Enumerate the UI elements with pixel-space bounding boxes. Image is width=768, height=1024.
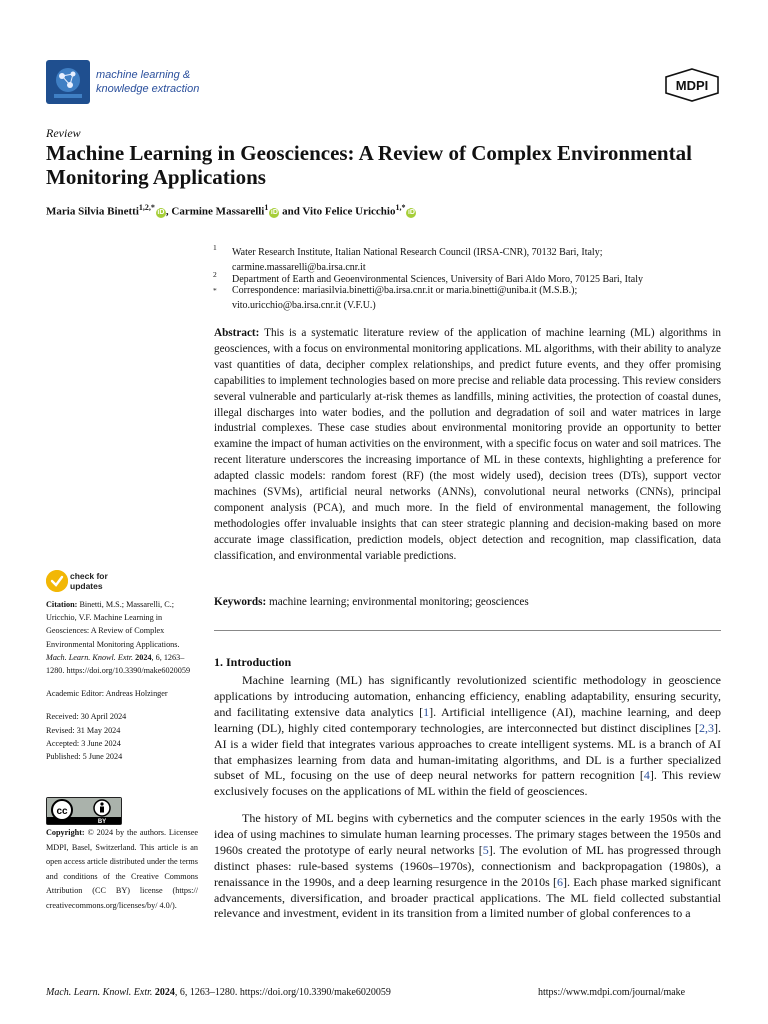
journal-logo (46, 60, 90, 104)
by-label: BY (97, 819, 107, 824)
academic-editor: Academic Editor: Andreas Holzinger (46, 689, 168, 699)
author-affiliation-marker: 1,* (395, 203, 406, 212)
check-updates-label (70, 571, 108, 591)
article-type: Review (46, 126, 81, 140)
affiliation-1 (232, 245, 732, 275)
affiliation-line: Department of Earth and Geoenvironmental Sciences, University of Bari Aldo Moro, 70125 Bari, Italy (232, 274, 644, 285)
author-separator: and (279, 205, 303, 218)
footer-citation (46, 987, 391, 998)
keywords (214, 595, 721, 610)
paragraph-text: ]. AI is a wider field that integrates various approaches to create intelligent systems. ML is a branch of AI that emphasizes learning from data and human-imitating algorithms, and DL is a further specialized subset of ML, focusing on the use of deep neural networks for pattern recognition [ (214, 720, 721, 783)
check-updates-line2: updates (70, 581, 103, 591)
person-icon (100, 802, 103, 805)
paragraph-text: Machine learning (ML) has significantly revolutionized scientific methodology in geoscience applications by introducing automation, enhancing efficiency, enabling adaptability, ensuring security, and facilitating extensive data analytics [ (214, 673, 721, 719)
citation-text: Binetti, M.S.; Massarelli, C.; Uricchio, V.F. Machine Learning in Geosciences: A Review of Complex Environmental Monitoring Applications. (46, 600, 180, 649)
author-affiliation-marker: 1,2,* (138, 203, 155, 212)
orcid-icon[interactable]: iD (270, 208, 278, 216)
author-affiliation-marker: 1 (264, 203, 269, 212)
check-updates-line1: check for (70, 571, 108, 581)
affiliation-email[interactable]: carmine.massarelli@ba.irsa.cnr.it (232, 262, 366, 273)
paragraph-text: ]. Artificial intelligence (AI), machine learning, and deep learning (DL), highly cited contemporary technologies, are interconnected but distinct disciplines [ (214, 704, 721, 735)
journal-name-line1: machine learning & (96, 69, 191, 81)
abstract (214, 326, 721, 565)
author-name[interactable]: Carmine Massarelli (171, 205, 265, 218)
paragraph-text: ]. This review exclusively focuses on the applications of ML within the field of geosciences. (214, 768, 722, 799)
keywords-label: Keywords: (214, 596, 267, 608)
citation-link[interactable]: 5 (482, 842, 489, 857)
correspondence-line[interactable]: Correspondence: mariasilvia.binetti@ba.irsa.cnr.it or maria.binetti@uniba.it (M.S.B.); (232, 285, 578, 296)
footer-doi[interactable]: , 6, 1263–1280. https://doi.org/10.3390/make6020059 (174, 987, 391, 998)
received-date: Received: 30 April 2024 (46, 712, 127, 722)
publisher-logo (663, 68, 721, 102)
publisher-name: MDPI (675, 78, 709, 93)
abstract-label: Abstract: (214, 327, 260, 339)
paragraph-text: The history of ML begins with cybernetics and the computer sciences in the early 1950s with the idea of using machines to simulate human learning processes. The primary stages between the 1950s and 1960s created the prototype of early neural networks [ (214, 811, 721, 857)
intro-paragraph-1 (214, 673, 721, 800)
published-date: Published: 5 June 2024 (46, 752, 123, 762)
affiliation-number: 2 (213, 270, 217, 279)
citation-link[interactable]: 1 (423, 704, 430, 719)
check-updates-icon (46, 570, 68, 592)
journal-name (96, 68, 199, 96)
citation-doi[interactable]: , 6, 1263–1280. https://doi.org/10.3390/make6020059 (46, 652, 191, 676)
citation-journal: Mach. Learn. Knowl. Extr. (46, 652, 134, 662)
abstract-text: This is a systematic literature review of the application of machine learning (ML) algorithms in geosciences, with a focus on environmental monitoring applications. ML algorithms, with their ability to analyze vast quantities of data, decipher complex relationships, and predict future events, and they offer promising capabilities to implement technologies based on more precise and reliable data processing. This review considers several vulnerable and particularly at-risk themes as landfills, mining activities, the protection of coastal dunes, illegal discharges into water bodies, and the pollution and degradation of soil and water matrices in large industrial complexes. These case studies about environmental monitoring provide an opportunity to better examine the impact of human activities on the environment, with a specific focus on water and soil matrices. The recent literature underscores the increasing importance of ML in these contexts, highlighting a preference for adapted classic models: random forest (RF) (the most widely used), decision trees (DTs), support vector machines (SVMs), artificial neural networks (ANNs), convolutional neural networks (CNNs), principal component analysis (PCA), and much more. In the field of environmental management, the following methodologies offer invaluable insights that can steer strategic planning and decision-making based on more accurate image classification, prediction models, object detection and recognition, map classification, data classification, and environmental variable predictions. (214, 327, 721, 562)
abstract-divider (214, 630, 721, 631)
citation (46, 598, 198, 677)
paragraph-text: ]. The evolution of ML has progressed through distinct phases: rule-based systems (1960s–1970s), connectionism and backpropagation (1980s), a renaissance in the 1990s, and a deep learning resurgence in the 2010s [ (214, 842, 722, 889)
copyright-label: Copyright: (46, 828, 85, 837)
orcid-icon[interactable]: iD (407, 208, 415, 216)
citation-link[interactable]: 4 (643, 768, 650, 783)
check-for-updates-button[interactable] (46, 570, 126, 594)
affiliation-number: * (213, 286, 217, 295)
orcid-icon[interactable]: iD (157, 208, 165, 216)
copyright-text: © 2024 by the authors. Licensee MDPI, Basel, Switzerland. This article is an open access article distributed under the terms and conditions of the Creative Commons Attribution (CC BY) license (https:// creativecommons.org/licenses/by/ 4.0/). (46, 828, 199, 910)
author-separator: , (165, 205, 172, 218)
footer-year: 2024 (154, 987, 175, 998)
author-name[interactable]: Vito Felice Uricchio (302, 205, 396, 218)
copyright-notice (46, 826, 198, 913)
intro-paragraph-2 (214, 811, 721, 922)
keywords-text: machine learning; environmental monitoring; geosciences (269, 596, 529, 608)
author-list (46, 203, 416, 218)
footer-journal-url[interactable]: https://www.mdpi.com/journal/make (538, 987, 686, 998)
cc-by-license-badge[interactable] (46, 797, 122, 825)
cc-icon: cc (56, 806, 68, 817)
affiliation-number: 1 (213, 243, 217, 252)
article-title: Machine Learning in Geosciences: A Review of Complex Environmental Monitoring Applications (46, 141, 692, 189)
revised-date: Revised: 31 May 2024 (46, 725, 121, 735)
article-sidebar (46, 598, 198, 763)
correspondence (232, 283, 732, 313)
affiliation-line: Water Research Institute, Italian National Research Council (IRSA-CNR), 70132 Bari, Italy; (232, 247, 603, 258)
journal-name-line2: knowledge extraction (96, 83, 200, 95)
correspondence-line[interactable]: vito.uricchio@ba.irsa.cnr.it (V.F.U.) (232, 300, 376, 311)
accepted-date: Accepted: 3 June 2024 (46, 738, 121, 748)
author-name[interactable]: Maria Silvia Binetti (46, 205, 139, 218)
citation-label: Citation: (46, 600, 78, 609)
section-heading: 1. Introduction (214, 655, 292, 669)
citation-link[interactable]: 2,3 (699, 720, 714, 735)
citation-link[interactable]: 6 (557, 874, 564, 889)
citation-year: 2024 (135, 652, 152, 662)
footer-journal: Mach. Learn. Knowl. Extr. (46, 987, 153, 998)
paragraph-text: ]. Each phase marked significant advancements, diversification, and broader practical applications. The ML field collected substantial relevance and investment, evident in its transition from a limited number of global conferences to a (214, 874, 721, 921)
